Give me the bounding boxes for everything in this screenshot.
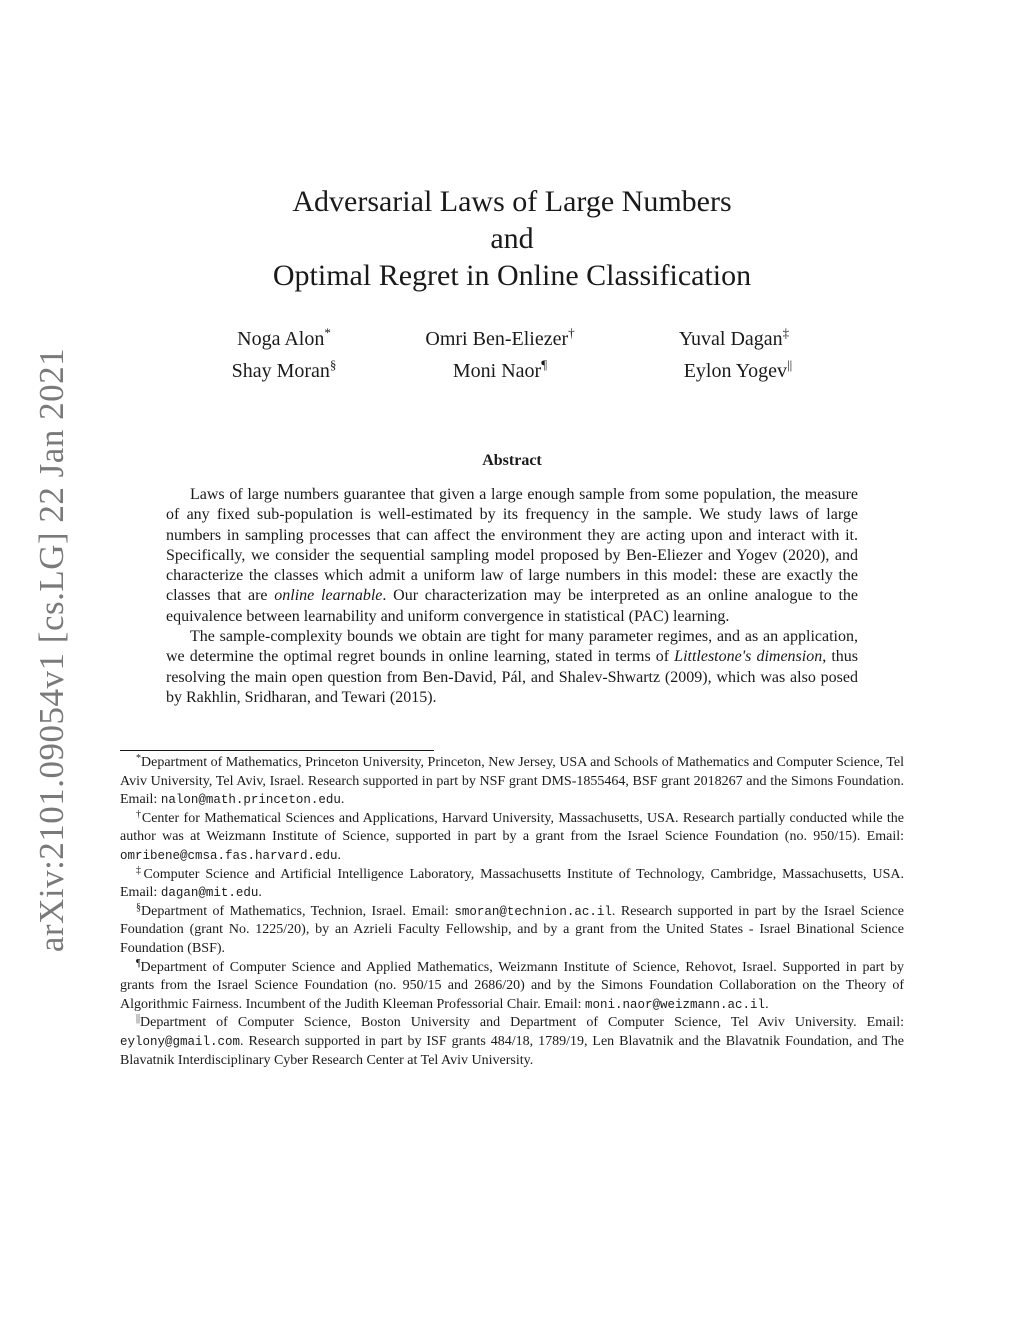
affiliation-mark: ¶ [541,357,548,372]
title-line-1: Adversarial Laws of Large Numbers [292,185,732,218]
author-omri-ben-eliezer: Omri Ben-Eliezer† [425,325,575,350]
email-link[interactable]: moni.naor@weizmann.ac.il [585,997,766,1012]
footnote-mark: ‡ [136,864,144,876]
author-eylon-yogev: Eylon Yogev|| [683,357,793,382]
footnotes [120,754,904,1070]
affiliation-mark: ‡ [782,325,790,340]
emphasis-online-learnable: online learnable [274,587,383,605]
email-link[interactable]: eylony@gmail.com [120,1034,241,1049]
email-link[interactable]: nalon@math.princeton.edu [160,793,341,808]
footnote-yogev: ||Department of Computer Science, Boston University and Department of Computer Science, Tel Aviv University. Email: eylony@gmail.com. Research supported in part by ISF grants 484/18, 1789/19, Len Blavatnik and the Blavatnik Foundation, and The Blavatnik Interdisciplinary Cyber Research Center at Tel Aviv University. [120,1013,904,1068]
author-moni-naor: Moni Naor¶ [452,357,548,382]
title-line-2: and [490,222,534,255]
footnote-alon: *Department of Mathematics, Princeton University, Princeton, New Jersey, USA and Schools of Mathematics and Computer Science, Tel Aviv University, Tel Aviv, Israel. Research supported in part by NSF grant DMS-1855464, BSF grant 2018267 and the Simons Foundation. Email: nalon@math.princeton.edu. [120,753,904,808]
footnote-mark: || [136,1013,141,1025]
paper-title [0,183,1024,294]
author-list [0,325,1024,392]
abstract-body [166,485,858,708]
footnote-mark: * [136,753,141,764]
abstract-paragraph-2: The sample-complexity bounds we obtain are tight for many parameter regimes, and as an application, we determine the optimal regret bounds in online learning, stated in terms of Littlestone's dimension, thus resolving the main open question from Ben-David, Pál, and Shalev-Shwartz (2009), which was also posed by Rakhlin, Sridharan, and Tewari (2015). [166,628,858,706]
abstract-paragraph-1: Laws of large numbers guarantee that given a large enough sample from some population, the measure of any fixed sub-population is well-estimated by its frequency in the sample. We study laws of large numbers in sampling processes that can affect the environment they are acting upon and interact with it. Specifically, we consider the sequential sampling model proposed by Ben-Eliezer and Yogev (2020), and characterize the classes which admit a uniform law of large numbers in this model: these are exactly the classes that are online learnable. Our characterization may be interpreted as an online analogue to the equivalence between learnability and uniform convergence in statistical (PAC) learning. [166,486,859,625]
footnote-mark: † [136,808,142,820]
footnote-mark: ¶ [136,957,141,969]
affiliation-mark: * [324,325,331,340]
footnote-naor: ¶Department of Computer Science and Applied Mathematics, Weizmann Institute of Science, Rehovot, Israel. Supported in part by grants from the Israel Science Foundation (no. 950/15 and 2686/20) and by the Simons Foundation Collaboration on the Theory of Algorithmic Fairness. Incumbent of the Judith Kleeman Professorial Chair. Email: moni.naor@weizmann.ac.il. [120,957,904,1012]
email-link[interactable]: dagan@mit.edu [160,886,259,901]
email-link[interactable]: smoran@technion.ac.il [454,904,612,919]
footnote-divider [120,750,434,751]
author-shay-moran: Shay Moran§ [231,357,337,382]
arxiv-identifier: arXiv:2101.09054v1 [cs.LG] 22 Jan 2021 [32,347,71,953]
affiliation-mark: || [787,357,793,372]
author-yuval-dagan: Yuval Dagan‡ [678,325,790,350]
author-row-1 [0,325,1024,360]
email-link[interactable]: omribene@cmsa.fas.harvard.edu [120,848,338,863]
title-line-3: Optimal Regret in Online Classification [272,259,752,292]
footnote-dagan: ‡Computer Science and Artificial Intelligence Laboratory, Massachusetts Institute of Technology, Cambridge, Massachusetts, USA. Email: dagan@mit.edu. [120,864,904,901]
author-noga-alon: Noga Alon* [237,325,331,350]
footnote-ben-eliezer: †Center for Mathematical Sciences and Applications, Harvard University, Massachusetts, USA. Research partially conducted while the author was at Weizmann Institute of Science, supported in part by a grant from the Israel Science Foundation (no. 950/15). Email: omribene@cmsa.fas.harvard.edu. [120,808,905,863]
affiliation-mark: § [329,357,337,372]
footnote-mark: § [136,901,141,913]
emphasis-littlestone-dimension: Littlestone's dimension [674,648,823,666]
affiliation-mark: † [568,325,575,340]
abstract-heading: Abstract [482,452,542,469]
footnote-moran: §Department of Mathematics, Technion, Israel. Email: smoran@technion.ac.il. Research supported in part by the Israel Science Foundation (grant No. 1225/20), by an Azrieli Faculty Fellowship, and by a grant from the United States - Israel Binational Science Foundation (BSF). [120,901,904,956]
author-row-2 [0,357,1024,392]
